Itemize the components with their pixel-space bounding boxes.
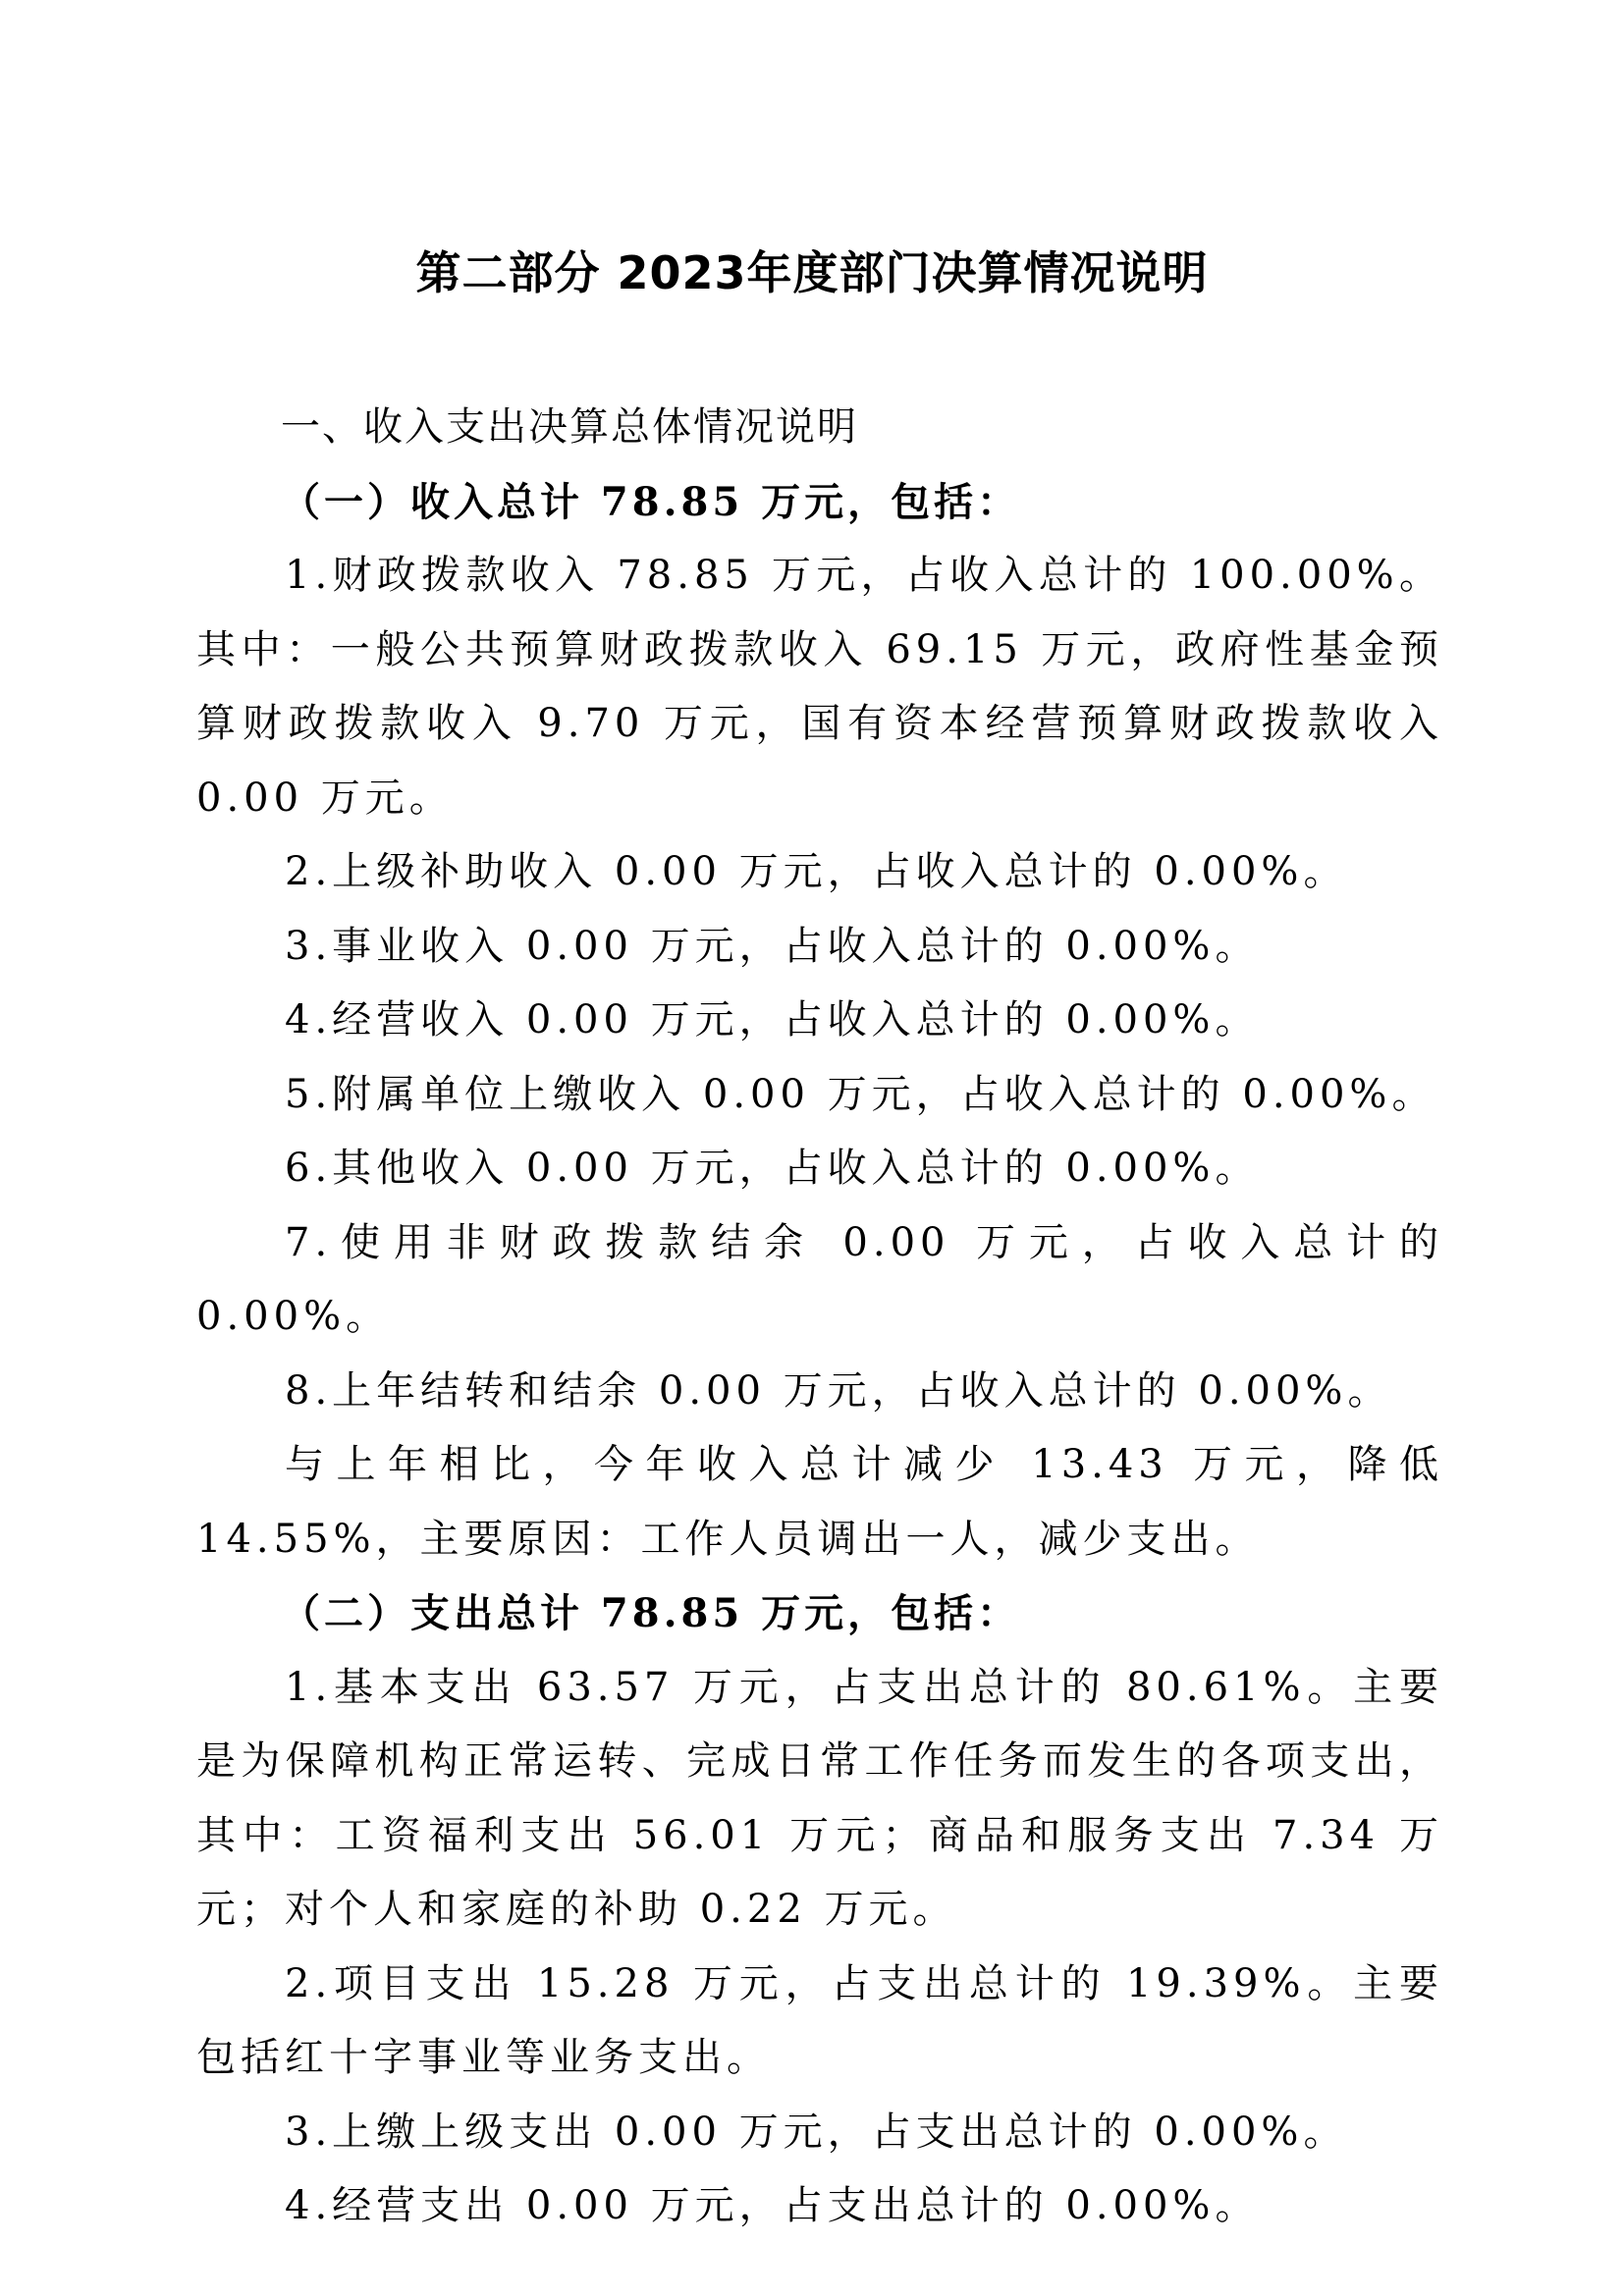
section-heading: 一、收入支出决算总体情况说明 (281, 404, 858, 450)
income-item: 8.上年结转和结余 0.00 万元，占收入总计的 0.00%。 (285, 1367, 1392, 1414)
expense-heading: （二）支出总计 78.85 万元，包括： (281, 1590, 1021, 1636)
income-item: 4.经营收入 0.00 万元，占收入总计的 0.00%。 (285, 997, 1260, 1042)
income-item: 6.其他收入 0.00 万元，占收入总计的 0.00%。 (285, 1146, 1260, 1191)
income-item: 3.事业收入 0.00 万元，占收入总计的 0.00%。 (285, 923, 1260, 969)
expense-item: 4.经营支出 0.00 万元，占支出总计的 0.00%。 (285, 2183, 1260, 2228)
income-heading: （一）收入总计 78.85 万元，包括： (281, 478, 1021, 525)
income-item: 5.附属单位上缴收入 0.00 万元，占收入总计的 0.00%。 (285, 1071, 1436, 1117)
income-item: 1.财政拨款收入 78.85 万元，占收入总计的 100.00%。其中：一般公共预算财政拨款收入 69.15 万元，政府性基金预算财政拨款收入 9.70 万元，国有资本经营预算财政拨款收入 0.00 万元。 (196, 553, 1443, 821)
income-item: 7.使用非财政拨款结余 0.00 万元，占收入总计的 0.00%。 (196, 1219, 1443, 1339)
document-body (196, 391, 1443, 2244)
income-item: 2.上级补助收入 0.00 万元，占收入总计的 0.00%。 (285, 849, 1348, 894)
income-comparison: 与上年相比，今年收入总计减少 13.43 万元，降低 14.55%，主要原因：工作人员调出一人，减少支出。 (196, 1442, 1443, 1562)
expense-item: 2.项目支出 15.28 万元，占支出总计的 19.39%。主要包括红十字事业等业务支出。 (196, 1960, 1443, 2080)
page-title: 第二部分 2023年度部门决算情况说明 (415, 246, 1209, 299)
expense-item: 3.上缴上级支出 0.00 万元，占支出总计的 0.00%。 (285, 2109, 1348, 2155)
expense-item: 1.基本支出 63.57 万元，占支出总计的 80.61%。主要是为保障机构正常运转、完成日常工作任务而发生的各项支出，其中：工资福利支出 56.01 万元；商品和服务支出 7.34 万元；对个人和家庭的补助 0.22 万元。 (196, 1664, 1443, 1932)
